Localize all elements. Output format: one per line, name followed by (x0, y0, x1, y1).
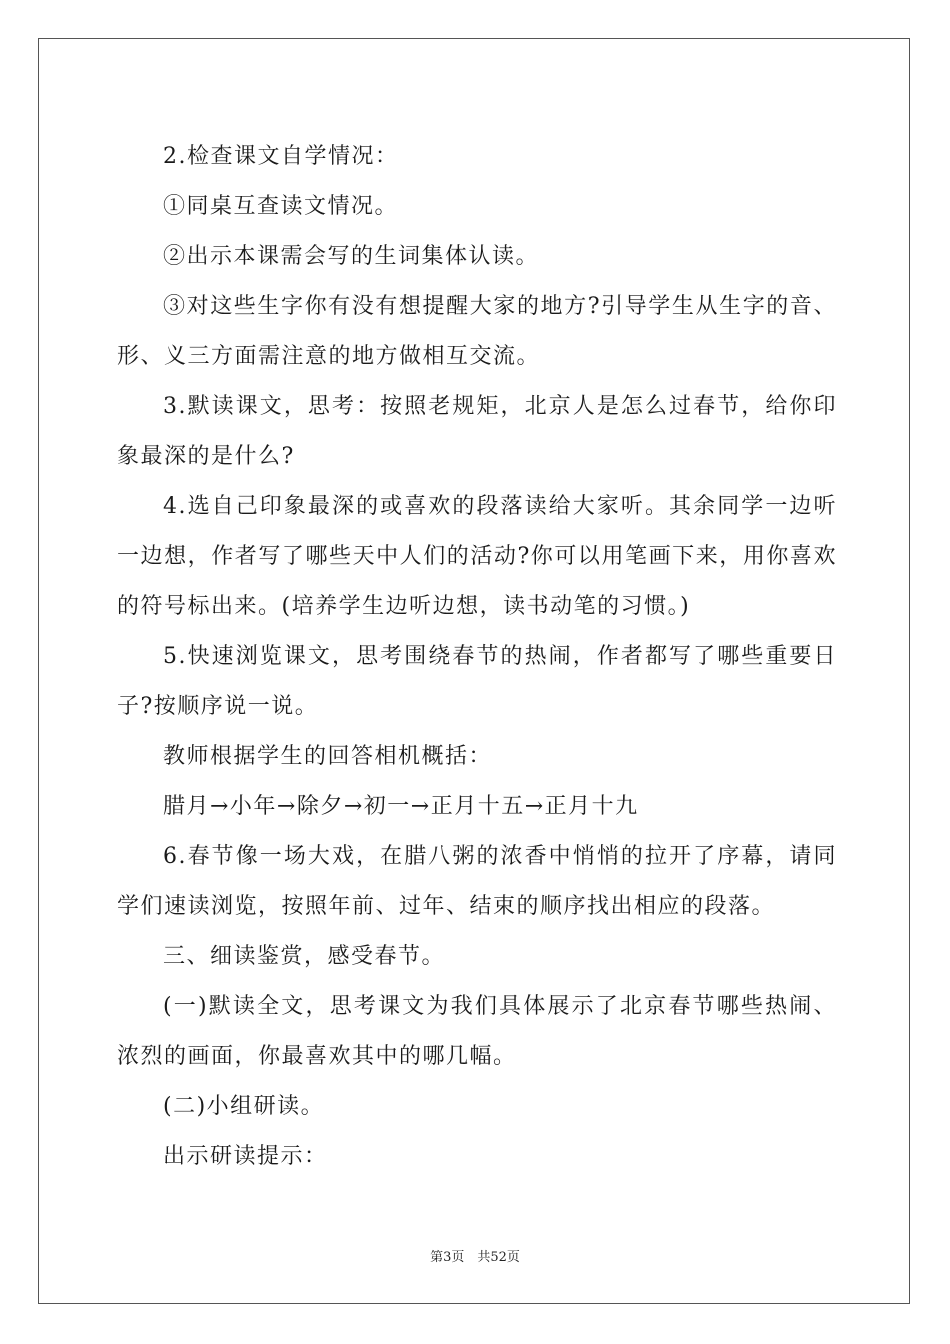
paragraph: 教师根据学生的回答相机概括： (163, 744, 493, 769)
page-number: 第3页 共52页 (430, 1250, 520, 1265)
paragraph: 3.默读课文，思考：按照老规矩，北京人是怎么过春节，给你印象最深的是什么? (117, 394, 837, 469)
paragraph: (一)默读全文，思考课文为我们具体展示了北京春节哪些热闹、浓烈的画面，你最喜欢其中的哪几幅。 (117, 994, 837, 1069)
paragraph: 2.检查课文自学情况： (163, 144, 399, 169)
paragraph: ②出示本课需会写的生词集体认读。 (163, 244, 540, 269)
paragraph: 出示研读提示： (163, 1144, 328, 1169)
paragraph: 4.选自己印象最深的或喜欢的段落读给大家听。其余同学一边听一边想，作者写了哪些天中人们的活动?你可以用笔画下来，用你喜欢的符号标出来。(培养学生边听边想，读书动笔的习惯。) (117, 494, 837, 619)
section-heading: 三、细读鉴赏，感受春节。 (163, 944, 446, 969)
paragraph: ③对这些生字你有没有想提醒大家的地方?引导学生从生字的音、形、义三方面需注意的地方做相互交流。 (117, 294, 837, 369)
paragraph: (二)小组研读。 (163, 1094, 325, 1119)
document-body (117, 132, 837, 1182)
paragraph: 6.春节像一场大戏，在腊八粥的浓香中悄悄的拉开了序幕，请同学们速读浏览，按照年前、过年、结束的顺序找出相应的段落。 (117, 844, 837, 919)
paragraph: ①同桌互查读文情况。 (163, 194, 399, 219)
paragraph: 5.快速浏览课文，思考围绕春节的热闹，作者都写了哪些重要日子?按顺序说一说。 (117, 644, 837, 719)
paragraph: 腊月→小年→除夕→初一→正月十五→正月十九 (163, 794, 639, 819)
